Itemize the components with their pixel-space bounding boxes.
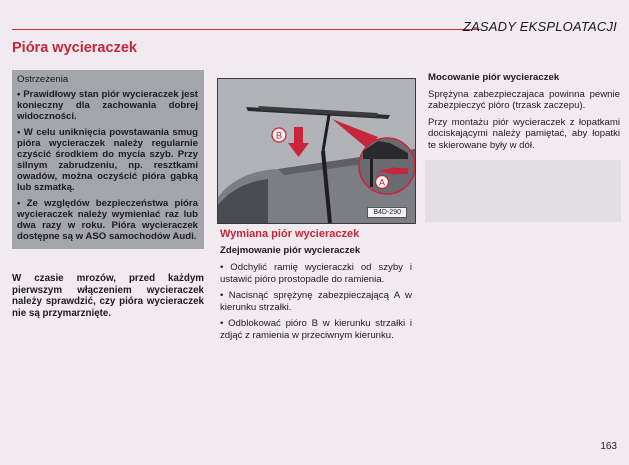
step-item: • Nacisnąć sprężynę zabezpieczającą A w kierunku strzałki. bbox=[220, 290, 412, 313]
figure-code: B4D-290 bbox=[367, 207, 407, 218]
warning-item: • Ze względów bezpieczeństwa pióra wycieraczek należy wymieniać raz lub dwa razy w roku. Pióra wycieraczek dostępne są w ASO samochodów Audi. bbox=[17, 198, 198, 242]
step-item: • Odchylić ramię wycieraczki od szyby i ustawić pióro prostopadle do ramienia. bbox=[220, 262, 412, 285]
replacement-title: Wymiana piór wycieraczek bbox=[220, 228, 360, 240]
mounting-paragraph: Sprężyna zabezpieczajaca powinna pewnie zabezpieczyć pióro (trzask zaczepu). bbox=[428, 88, 620, 111]
mounting-title: Mocowanie piór wycieraczek bbox=[428, 72, 560, 83]
mounting-section bbox=[428, 72, 620, 156]
section-header: ZASADY EKSPLOATACJI bbox=[462, 19, 617, 34]
warning-item: • W celu uniknięcia powstawania smug pióra wycieraczek należy regularnie czyścić środkiem do mycia szyb. Przy silnym zabrudzeniu, np. resztkami owadów, można oczyścić pióra gąbką lub szmatką. bbox=[17, 127, 198, 193]
header-rule bbox=[12, 29, 480, 30]
frost-note: W czasie mrozów, przed każdym pierwszym włączeniem wycieraczek należy sprawdzić, czy pióra wycieraczek nie są przymarznięte. bbox=[12, 273, 204, 319]
label-a: A bbox=[378, 177, 386, 188]
step-item: • Odblokować pióro B w kierunku strzałki i zdjąć z ramienia w przeciwnym kierunku. bbox=[220, 318, 412, 341]
replacement-steps bbox=[220, 262, 412, 346]
page-title: Pióra wycieraczek bbox=[12, 40, 137, 56]
bleed-through-block bbox=[425, 160, 621, 222]
replacement-subtitle: Zdejmowanie piór wycieraczek bbox=[220, 245, 361, 256]
page-number: 163 bbox=[600, 441, 617, 452]
mounting-paragraph: Przy montażu piór wycieraczek z łopatkami dociskającymi należy pamiętać, aby łopatki te skierowane były w dół. bbox=[428, 116, 620, 151]
warning-title: Ostrzeżenia bbox=[17, 74, 69, 85]
warning-box bbox=[12, 70, 204, 249]
wiper-illustration bbox=[217, 78, 416, 224]
warning-item: • Prawidłowy stan piór wycieraczek jest konieczny dla zachowania dobrej widoczności. bbox=[17, 89, 198, 122]
label-b: B bbox=[275, 130, 283, 141]
wiper-diagram-icon bbox=[218, 79, 415, 223]
